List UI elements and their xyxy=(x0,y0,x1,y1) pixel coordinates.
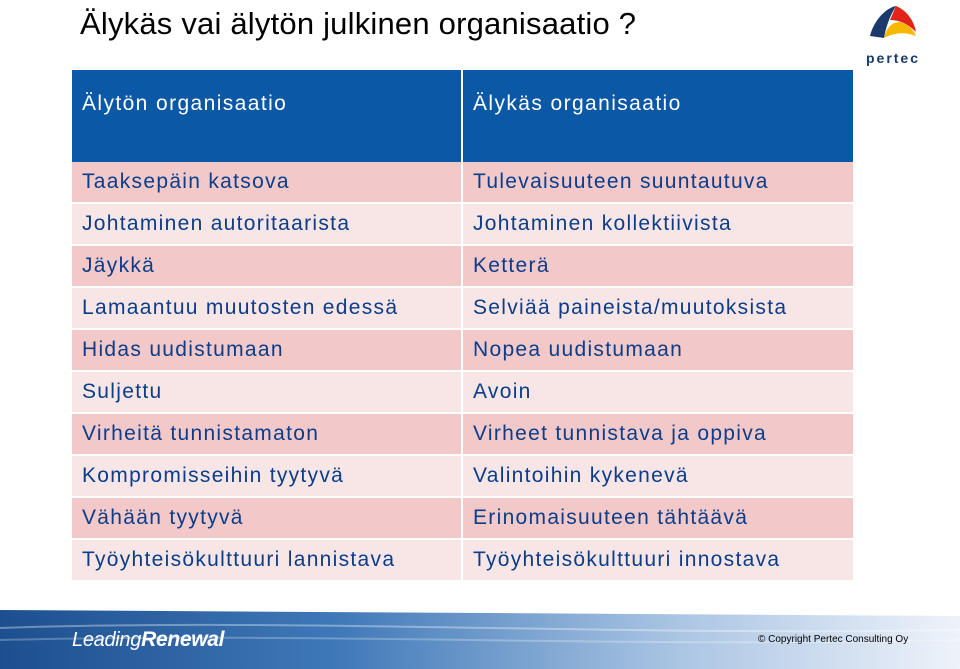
cell-smart: Ketterä xyxy=(462,245,854,287)
cell-smartless: Johtaminen autoritaarista xyxy=(72,203,462,245)
table-row xyxy=(72,413,854,455)
cell-smartless: Hidas uudistumaan xyxy=(72,329,462,371)
table-header-row xyxy=(72,70,854,162)
cell-smartless: Työyhteisökulttuuri lannistava xyxy=(72,539,462,581)
table-row xyxy=(72,539,854,581)
cell-smartless: Vähään tyytyvä xyxy=(72,497,462,539)
cell-smartless: Jäykkä xyxy=(72,245,462,287)
table-row xyxy=(72,329,854,371)
cell-smart: Virheet tunnistava ja oppiva xyxy=(462,413,854,455)
cell-smartless: Lamaantuu muutosten edessä xyxy=(72,287,462,329)
table-row xyxy=(72,371,854,413)
cell-smart: Selviää paineista/muutoksista xyxy=(462,287,854,329)
cell-smart: Nopea uudistumaan xyxy=(462,329,854,371)
table-row xyxy=(72,497,854,539)
brand-renewal: Renewal xyxy=(141,628,225,651)
cell-smart: Johtaminen kollektiivista xyxy=(462,203,854,245)
header-smart: Älykäs organisaatio xyxy=(462,70,854,162)
cell-smartless: Virheitä tunnistamaton xyxy=(72,413,462,455)
comparison-table xyxy=(72,70,855,582)
copyright-text: © Copyright Pertec Consulting Oy xyxy=(758,634,909,645)
table-row xyxy=(72,455,854,497)
logo-text: pertec xyxy=(865,50,921,66)
cell-smartless: Kompromisseihin tyytyvä xyxy=(72,455,462,497)
cell-smart: Avoin xyxy=(462,371,854,413)
cell-smart: Työyhteisökulttuuri innostava xyxy=(462,539,854,581)
cell-smartless: Taaksepäin katsova xyxy=(72,162,462,203)
brand-leading: Leading xyxy=(72,629,142,651)
table-row xyxy=(72,245,854,287)
footer-brand xyxy=(72,628,224,652)
table-row xyxy=(72,203,854,245)
cell-smart: Erinomaisuuteen tähtäävä xyxy=(462,497,854,539)
cell-smart: Valintoihin kykenevä xyxy=(462,455,854,497)
header-smartless: Älytön organisaatio xyxy=(72,70,462,162)
slide-title: Älykäs vai älytön julkinen organisaatio ? xyxy=(80,6,637,41)
table-row xyxy=(72,287,854,329)
cell-smart: Tulevaisuuteen suuntautuva xyxy=(462,162,854,203)
cell-smartless: Suljettu xyxy=(72,371,462,413)
table-row xyxy=(72,162,854,203)
